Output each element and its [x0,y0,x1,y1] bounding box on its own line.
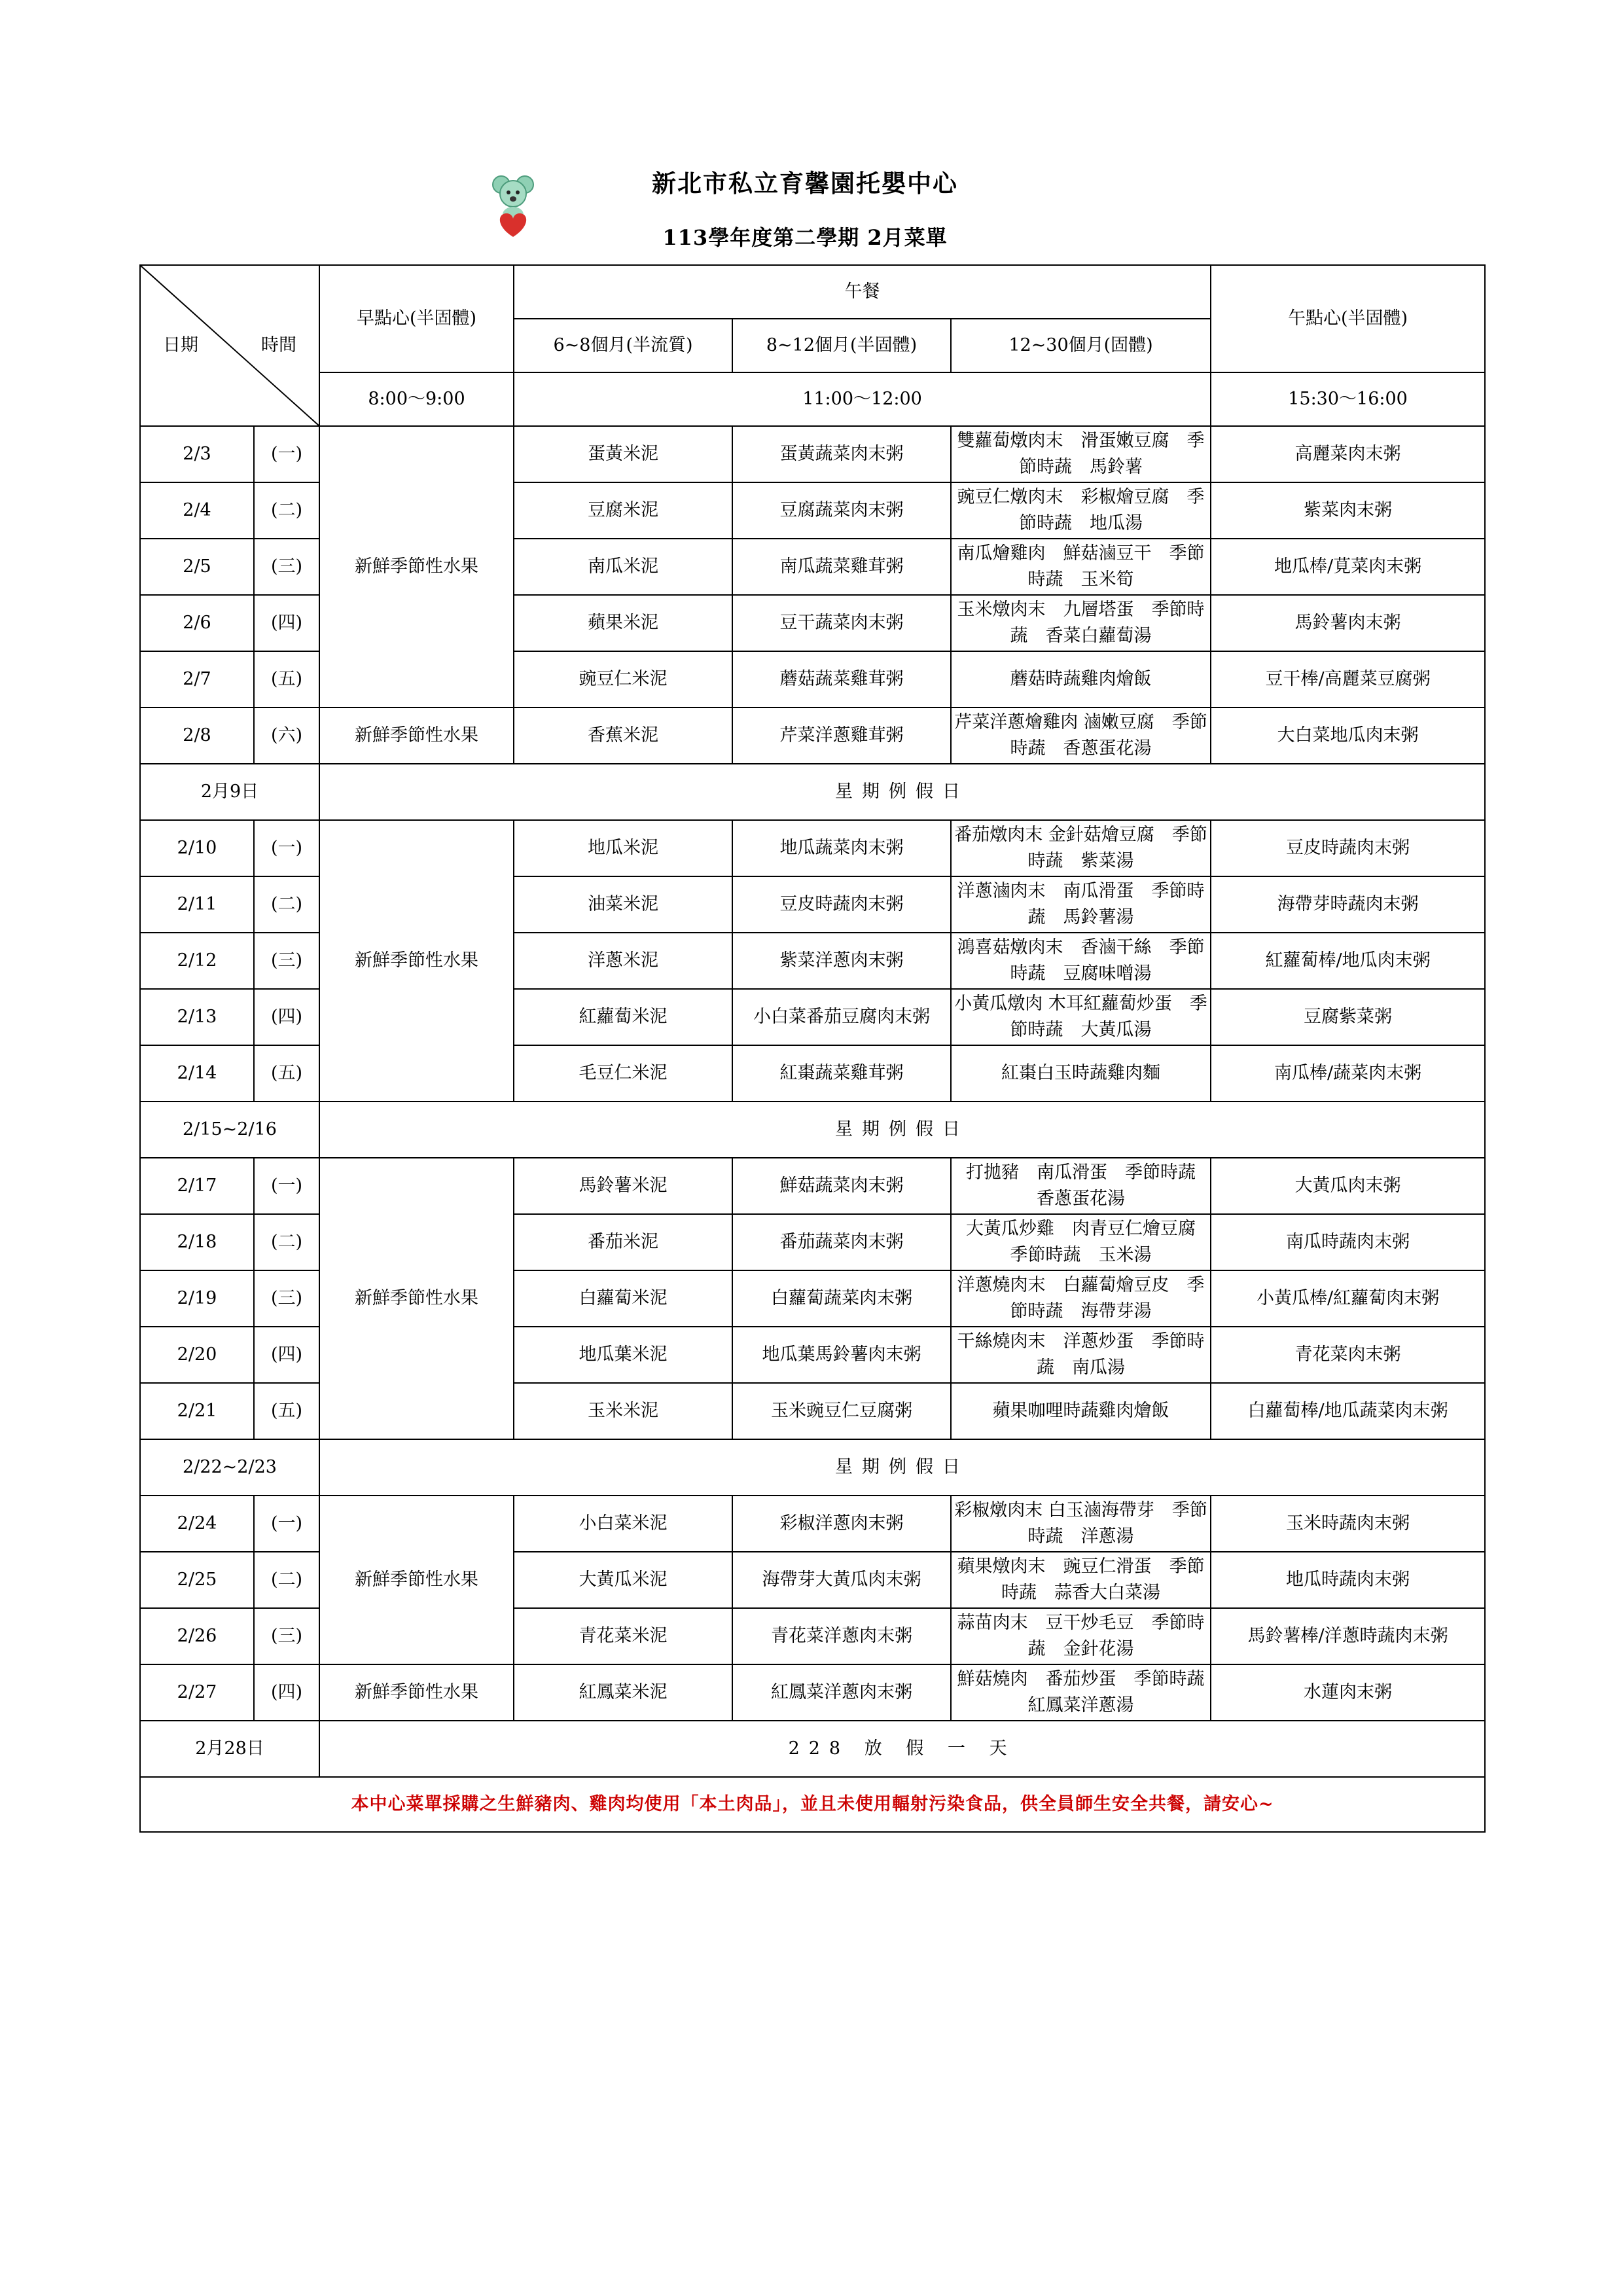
afternoon-snack-header: 午點心(半固體) [1211,265,1485,372]
lunch-8-12-cell: 玉米豌豆仁豆腐粥 [732,1383,951,1439]
holiday-date: 2/22~2/23 [140,1439,319,1496]
afternoon-snack-cell: 水蓮肉末粥 [1211,1664,1485,1721]
lunch-8-12-cell: 小白菜番茄豆腐肉末粥 [732,989,951,1045]
weekday-cell: (一) [254,426,319,482]
afternoon-snack-cell: 豆腐紫菜粥 [1211,989,1485,1045]
weekday-cell: (三) [254,1270,319,1327]
lunch-6-8-cell: 地瓜米泥 [514,820,732,876]
lunch-12-30-cell: 雙蘿蔔燉肉末 滑蛋嫩豆腐 季節時蔬 馬鈴薯 [951,426,1211,482]
lunch-8-12-cell: 地瓜葉馬鈴薯肉末粥 [732,1327,951,1383]
footer-note: 本中心菜單採購之生鮮豬肉、雞肉均使用「本土肉品」，並且未使用輻射污染食品，供全員師生安全共餐，請安心~ [140,1777,1485,1832]
weekday-cell: (六) [254,708,319,764]
holiday-text: 星期例假日 [319,1102,1485,1158]
table-row [140,820,1485,876]
lunch-12-30-cell: 打拋豬 南瓜滑蛋 季節時蔬 香蔥蛋花湯 [951,1158,1211,1214]
lunch-12-30-header: 12~30個月(固體) [951,319,1211,372]
lunch-6-8-cell: 青花菜米泥 [514,1608,732,1664]
afternoon-snack-cell: 地瓜棒/莧菜肉末粥 [1211,539,1485,595]
date-cell: 2/27 [140,1664,254,1721]
date-cell: 2/21 [140,1383,254,1439]
holiday-row [140,764,1485,820]
weekday-cell: (三) [254,1608,319,1664]
weekday-cell: (三) [254,933,319,989]
weekday-cell: (四) [254,1327,319,1383]
lunch-12-30-cell: 干絲燒肉末 洋蔥炒蛋 季節時蔬 南瓜湯 [951,1327,1211,1383]
lunch-8-12-cell: 豆皮時蔬肉末粥 [732,876,951,933]
lunch-6-8-cell: 玉米米泥 [514,1383,732,1439]
date-cell: 2/25 [140,1552,254,1608]
date-cell: 2/19 [140,1270,254,1327]
lunch-6-8-cell: 南瓜米泥 [514,539,732,595]
weekday-cell: (二) [254,1214,319,1270]
lunch-8-12-cell: 紅棗蔬菜雞茸粥 [732,1045,951,1102]
date-cell: 2/12 [140,933,254,989]
date-cell: 2/8 [140,708,254,764]
weekday-cell: (二) [254,876,319,933]
lunch-12-30-cell: 小黃瓜燉肉 木耳紅蘿蔔炒蛋 季節時蔬 大黃瓜湯 [951,989,1211,1045]
table-row [140,1158,1485,1214]
table-row [140,708,1485,764]
weekday-cell: (四) [254,1664,319,1721]
lunch-12-30-cell: 紅棗白玉時蔬雞肉麵 [951,1045,1211,1102]
lunch-6-8-cell: 番茄米泥 [514,1214,732,1270]
lunch-6-8-cell: 大黃瓜米泥 [514,1552,732,1608]
date-cell: 2/3 [140,426,254,482]
lunch-12-30-cell: 鮮菇燒肉 番茄炒蛋 季節時蔬 紅鳳菜洋蔥湯 [951,1664,1211,1721]
menu-table [139,264,1486,1833]
afternoon-snack-cell: 紫菜肉末粥 [1211,482,1485,539]
weekday-cell: (二) [254,1552,319,1608]
afternoon-snack-cell: 高麗菜肉末粥 [1211,426,1485,482]
afternoon-snack-cell: 大白菜地瓜肉末粥 [1211,708,1485,764]
afternoon-snack-cell: 南瓜棒/蔬菜肉末粥 [1211,1045,1485,1102]
date-header-label: 日期 [163,335,198,355]
holiday-date: 2/15~2/16 [140,1102,319,1158]
morning-snack-header: 早點心(半固體) [319,265,514,372]
morning-snack-cell: 新鮮季節性水果 [319,820,514,1102]
afternoon-snack-cell: 青花菜肉末粥 [1211,1327,1485,1383]
date-cell: 2/24 [140,1496,254,1552]
date-time-header [140,265,319,426]
lunch-6-8-cell: 小白菜米泥 [514,1496,732,1552]
lunch-12-30-cell: 蘋果咖哩時蔬雞肉燴飯 [951,1383,1211,1439]
lunch-6-8-cell: 紅蘿蔔米泥 [514,989,732,1045]
lunch-8-12-cell: 番茄蔬菜肉末粥 [732,1214,951,1270]
date-cell: 2/14 [140,1045,254,1102]
afternoon-snack-cell: 白蘿蔔棒/地瓜蔬菜肉末粥 [1211,1383,1485,1439]
lunch-8-12-cell: 蘑菇蔬菜雞茸粥 [732,651,951,708]
lunch-8-12-cell: 蛋黃蔬菜肉末粥 [732,426,951,482]
lunch-8-12-cell: 紫菜洋蔥肉末粥 [732,933,951,989]
lunch-12-30-cell: 蒜苗肉末 豆干炒毛豆 季節時蔬 金針花湯 [951,1608,1211,1664]
date-cell: 2/4 [140,482,254,539]
afternoon-snack-cell: 大黃瓜肉末粥 [1211,1158,1485,1214]
lunch-8-12-cell: 地瓜蔬菜肉末粥 [732,820,951,876]
holiday-date: 2月9日 [140,764,319,820]
holiday-row [140,1721,1485,1777]
weekday-cell: (五) [254,1383,319,1439]
afternoon-snack-cell: 玉米時蔬肉末粥 [1211,1496,1485,1552]
lunch-time: 11:00～12:00 [514,372,1211,426]
lunch-12-30-cell: 蘋果燉肉末 豌豆仁滑蛋 季節時蔬 蒜香大白菜湯 [951,1552,1211,1608]
lunch-12-30-cell: 大黃瓜炒雞 肉青豆仁燴豆腐 季節時蔬 玉米湯 [951,1214,1211,1270]
lunch-6-8-cell: 蛋黃米泥 [514,426,732,482]
weekday-cell: (一) [254,1496,319,1552]
morning-snack-cell: 新鮮季節性水果 [319,1664,514,1721]
lunch-8-12-cell: 彩椒洋蔥肉末粥 [732,1496,951,1552]
page-subtitle: 113學年度第二學期 2月菜單 [662,225,948,250]
afternoon-snack-cell: 豆干棒/高麗菜豆腐粥 [1211,651,1485,708]
table-row [140,1496,1485,1552]
lunch-12-30-cell: 鴻喜菇燉肉末 香滷干絲 季節時蔬 豆腐味噌湯 [951,933,1211,989]
lunch-12-30-cell: 豌豆仁燉肉末 彩椒燴豆腐 季節時蔬 地瓜湯 [951,482,1211,539]
weekday-cell: (一) [254,820,319,876]
morning-time: 8:00～9:00 [319,372,514,426]
date-cell: 2/20 [140,1327,254,1383]
lunch-header: 午餐 [514,265,1211,319]
lunch-12-30-cell: 洋蔥燒肉末 白蘿蔔燴豆皮 季節時蔬 海帶芽湯 [951,1270,1211,1327]
lunch-8-12-cell: 豆干蔬菜肉末粥 [732,595,951,651]
weekday-cell: (一) [254,1158,319,1214]
lunch-8-12-cell: 海帶芽大黃瓜肉末粥 [732,1552,951,1608]
afternoon-snack-cell: 南瓜時蔬肉末粥 [1211,1214,1485,1270]
date-cell: 2/7 [140,651,254,708]
holiday-text: 星期例假日 [319,764,1485,820]
lunch-12-30-cell: 南瓜燴雞肉 鮮菇滷豆干 季節時蔬 玉米筍 [951,539,1211,595]
weekday-cell: (五) [254,651,319,708]
lunch-12-30-cell: 彩椒燉肉末 白玉滷海帶芽 季節時蔬 洋蔥湯 [951,1496,1211,1552]
date-cell: 2/26 [140,1608,254,1664]
lunch-8-12-header: 8~12個月(半固體) [732,319,951,372]
page-title: 新北市私立育馨園托嬰中心 [652,169,958,198]
table-row [140,1664,1485,1721]
lunch-6-8-cell: 紅鳳菜米泥 [514,1664,732,1721]
lunch-12-30-cell: 玉米燉肉末 九層塔蛋 季節時蔬 香菜白蘿蔔湯 [951,595,1211,651]
weekday-cell: (二) [254,482,319,539]
afternoon-snack-cell: 小黃瓜棒/紅蘿蔔肉末粥 [1211,1270,1485,1327]
date-cell: 2/18 [140,1214,254,1270]
lunch-6-8-cell: 豆腐米泥 [514,482,732,539]
afternoon-snack-cell: 紅蘿蔔棒/地瓜肉末粥 [1211,933,1485,989]
holiday-text: 星期例假日 [319,1439,1485,1496]
morning-snack-cell: 新鮮季節性水果 [319,1496,514,1664]
weekday-cell: (三) [254,539,319,595]
lunch-8-12-cell: 南瓜蔬菜雞茸粥 [732,539,951,595]
lunch-6-8-cell: 油菜米泥 [514,876,732,933]
morning-snack-cell: 新鮮季節性水果 [319,1158,514,1439]
lunch-6-8-cell: 豌豆仁米泥 [514,651,732,708]
time-header-label: 時間 [261,335,296,355]
afternoon-snack-cell: 馬鈴薯肉末粥 [1211,595,1485,651]
afternoon-snack-cell: 豆皮時蔬肉末粥 [1211,820,1485,876]
lunch-6-8-header: 6~8個月(半流質) [514,319,732,372]
date-cell: 2/11 [140,876,254,933]
date-cell: 2/13 [140,989,254,1045]
lunch-8-12-cell: 鮮菇蔬菜肉末粥 [732,1158,951,1214]
holiday-row [140,1439,1485,1496]
lunch-6-8-cell: 香蕉米泥 [514,708,732,764]
morning-snack-cell: 新鮮季節性水果 [319,426,514,708]
lunch-6-8-cell: 白蘿蔔米泥 [514,1270,732,1327]
lunch-12-30-cell: 蘑菇時蔬雞肉燴飯 [951,651,1211,708]
lunch-6-8-cell: 洋蔥米泥 [514,933,732,989]
table-row [140,426,1485,482]
lunch-6-8-cell: 地瓜葉米泥 [514,1327,732,1383]
afternoon-snack-cell: 馬鈴薯棒/洋蔥時蔬肉末粥 [1211,1608,1485,1664]
date-cell: 2/17 [140,1158,254,1214]
lunch-8-12-cell: 芹菜洋蔥雞茸粥 [732,708,951,764]
lunch-8-12-cell: 紅鳳菜洋蔥肉末粥 [732,1664,951,1721]
lunch-12-30-cell: 番茄燉肉末 金針菇燴豆腐 季節時蔬 紫菜湯 [951,820,1211,876]
date-cell: 2/10 [140,820,254,876]
afternoon-snack-cell: 地瓜時蔬肉末粥 [1211,1552,1485,1608]
afternoon-snack-cell: 海帶芽時蔬肉末粥 [1211,876,1485,933]
lunch-8-12-cell: 白蘿蔔蔬菜肉末粥 [732,1270,951,1327]
morning-snack-cell: 新鮮季節性水果 [319,708,514,764]
holiday-date: 2月28日 [140,1721,319,1777]
holiday-text: 228 放 假 一 天 [319,1721,1485,1777]
lunch-8-12-cell: 豆腐蔬菜肉末粥 [732,482,951,539]
lunch-12-30-cell: 芹菜洋蔥燴雞肉 滷嫩豆腐 季節時蔬 香蔥蛋花湯 [951,708,1211,764]
lunch-6-8-cell: 蘋果米泥 [514,595,732,651]
afternoon-time: 15:30～16:00 [1211,372,1485,426]
lunch-6-8-cell: 毛豆仁米泥 [514,1045,732,1102]
date-cell: 2/6 [140,595,254,651]
footer-row [140,1777,1485,1832]
holiday-row [140,1102,1485,1158]
lunch-12-30-cell: 洋蔥滷肉末 南瓜滑蛋 季節時蔬 馬鈴薯湯 [951,876,1211,933]
weekday-cell: (四) [254,989,319,1045]
lunch-6-8-cell: 馬鈴薯米泥 [514,1158,732,1214]
weekday-cell: (五) [254,1045,319,1102]
date-cell: 2/5 [140,539,254,595]
weekday-cell: (四) [254,595,319,651]
lunch-8-12-cell: 青花菜洋蔥肉末粥 [732,1608,951,1664]
